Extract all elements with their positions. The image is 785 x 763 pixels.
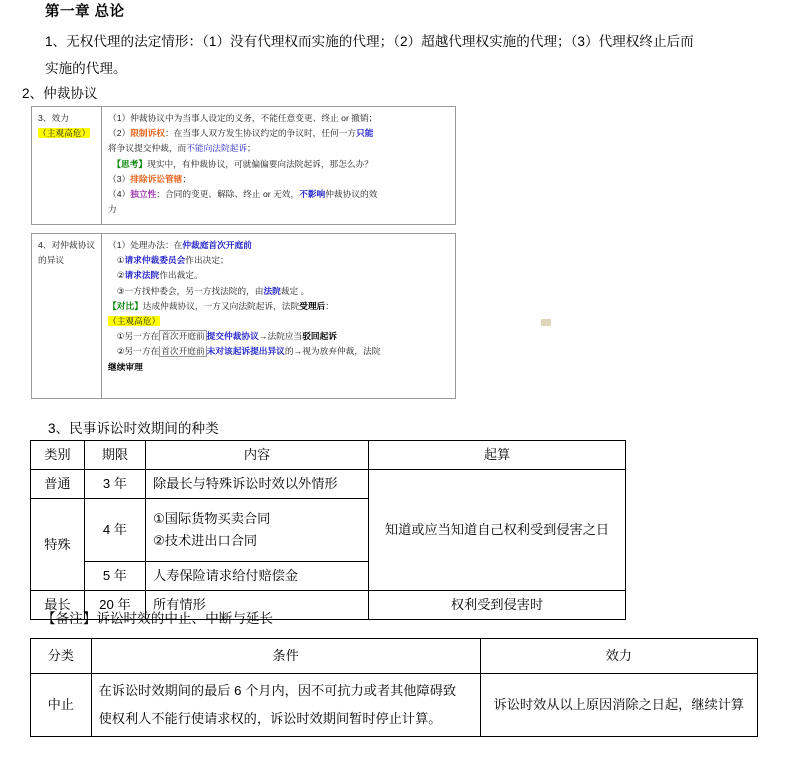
imgblock2-line-7	[108, 329, 450, 344]
imgblock1-line-7-seg-1: 力	[108, 204, 117, 215]
cell-type-putong: 普通	[31, 470, 85, 499]
table-row	[31, 470, 626, 499]
imgblock2-line-1-seg-1: （1）处理办法：在	[108, 240, 183, 250]
imgblock1-line-4-seg-3: 现实中，有仲裁协议，可就偏偏要向法院起诉，那怎么办？	[147, 158, 373, 169]
condition-line-1: 在诉讼时效期间的最后 6 个月内，因不可抗力或者其他障碍致	[98, 683, 457, 698]
cell-effect-zhongzhi: 诉讼时效从以上原因消除之日起，继续计算	[480, 674, 757, 737]
imgblock1-line-3-seg-3: ；	[247, 143, 256, 154]
imgblock1-line-4-seg-1	[108, 159, 117, 169]
imgblock2-content-cell	[102, 234, 455, 398]
imgblock2-line-8-seg-2: 首次开庭前	[161, 346, 205, 357]
imgblock2-line-2	[108, 253, 450, 268]
cell-content-suoyou: 所有情形	[145, 591, 368, 620]
imgblock2-line-2-seg-2: 请求仲裁委员会	[124, 255, 186, 266]
cell-content-renshou: 人寿保险请求给付赔偿金	[145, 562, 368, 591]
imgblock1-line-4-seg-2: 【思考】	[116, 158, 148, 169]
highlight-zhuguan-gaowei-1: （主观高危）	[38, 128, 91, 139]
paragraph-zhongcai-xieyi: 2、仲裁协议	[22, 86, 98, 101]
imgblock2-line-2-seg-1: ①	[108, 255, 125, 266]
content-line-1: ①国际货物买卖合同	[152, 511, 271, 526]
imgblock2-line-7-seg-5: 驳回起诉	[302, 331, 337, 342]
imgblock2-line-6-seg-1: （主观高危）	[108, 316, 161, 327]
cell-term-3y: 3 年	[84, 470, 145, 499]
header-term: 期限	[84, 441, 145, 470]
imgblock1-left-line1: 3、效力	[38, 113, 69, 123]
imgblock2-line-7-seg-1: ①另一方在	[108, 331, 160, 342]
cell-term-4y: 4 年	[84, 499, 145, 562]
imgblock1-left-cell	[32, 107, 102, 224]
imgblock2-line-7-seg-4: →法院应当	[258, 331, 303, 342]
imgblock1-line-2-seg-1: （2）	[108, 128, 131, 139]
imgblock2-line-5-seg-3: 受理后	[299, 300, 326, 311]
imgblock2-left-line2: 的异议	[38, 255, 65, 266]
imgblock1-line-3	[108, 141, 450, 156]
imgblock2-line-5	[108, 299, 450, 314]
imgblock1-line-6-seg-2: 独立性	[130, 189, 157, 200]
imgblock1-line-5	[108, 172, 450, 187]
imgblock2-left-line1: 4、对仲裁协议	[38, 240, 95, 250]
imgblock2-line-9-seg-1: 继续审理	[108, 361, 143, 372]
page-title: 第一章 总论	[45, 4, 125, 20]
imgblock2-line-4-seg-2: 法院	[263, 285, 281, 296]
imgblock1-line-5-seg-1: （3）	[108, 173, 131, 184]
cell-type-zuichang: 最长	[31, 591, 85, 620]
imgblock2-line-9	[108, 360, 450, 375]
imgblock2-line-3-seg-2: 请求法院	[124, 270, 160, 281]
cell-content-putong: 除最长与特殊诉讼时效以外情形	[145, 470, 368, 499]
imgblock1-line-6	[108, 187, 450, 202]
scan-artifact-mark	[541, 319, 551, 326]
imgblock1-line-3-seg-1: 将争议提交仲裁，而	[108, 143, 187, 154]
header-effect: 效力	[480, 639, 757, 674]
imgblock2-line-3-seg-1: ②	[108, 270, 125, 281]
table-suspension-interruption	[30, 638, 758, 737]
imgblock1-line-1	[108, 111, 450, 126]
cell-term-5y: 5 年	[84, 562, 145, 591]
imgblock2-line-4-seg-1: ③一方找仲委会，另一方找法院的，由	[108, 285, 264, 296]
paragraph-line-1: 1、无权代理的法定情形：（1）没有代理权而实施的代理；（2）超越代理权实施的代理；（3）代理权终止后而	[45, 34, 694, 49]
imgblock2-line-1-seg-2: 仲裁庭首次开庭前	[182, 240, 252, 250]
imgblock2-line-5-seg-1: 【对比】	[108, 300, 143, 311]
imgblock1-line-5-seg-2: 排除诉讼管辖	[130, 173, 183, 184]
imgblock1-line-5-seg-3: ；	[182, 173, 192, 184]
table-limitation-periods	[30, 440, 626, 620]
imgblock2-line-8-seg-1: ②另一方在	[108, 346, 160, 357]
imgblock1-line-2-seg-2: 限制诉权	[130, 128, 165, 139]
table-header-row	[31, 441, 626, 470]
cell-category-zhongzhi: 中止	[31, 674, 92, 737]
imgblock2-line-8-seg-4: 的→视为放弃仲裁，法院	[284, 346, 381, 357]
imgblock2-line-4-seg-3: 裁定 。	[280, 285, 310, 296]
cell-condition-zhongzhi	[91, 674, 480, 737]
imgblock1-left-line2	[38, 126, 97, 141]
imgblock1-line-6-seg-3: ：合同的变更、解除、终止 or 无效，	[156, 189, 300, 200]
header-category: 分类	[31, 639, 92, 674]
cell-start-quanli: 权利受到侵害时	[369, 591, 626, 620]
imgblock1-line-7	[108, 202, 450, 217]
content-line-2: ②技术进出口合同	[152, 533, 258, 548]
cell-term-20y: 20 年	[84, 591, 145, 620]
cell-type-teshu: 特殊	[31, 499, 85, 591]
imgblock2-line-1	[108, 238, 450, 253]
imgblock2-line-5-seg-4: ：	[325, 300, 334, 311]
imgblock1-line-6-seg-1: （4）	[108, 189, 131, 200]
imgblock2-line-7-seg-3: 提交仲裁协议	[206, 331, 259, 342]
imgblock2-line-8	[108, 344, 450, 359]
header-content: 内容	[145, 441, 368, 470]
imgblock2-line-8-seg-3: 未对该起诉提出异议	[206, 346, 285, 357]
table-header-row	[31, 639, 758, 674]
imgblock1-line-2-seg-3: ：在当事人双方发生协议约定的争议时，任何一方	[164, 128, 357, 139]
imgblock1-content-cell	[102, 107, 455, 224]
imgblock2-line-4	[108, 284, 450, 299]
imgblock2-line-6	[108, 314, 450, 329]
imgblock1-line-2	[108, 126, 450, 141]
imgblock2-line-5-seg-2: 达成仲裁协议，一方又向法院起诉，法院	[142, 300, 300, 311]
imgblock2-line-3	[108, 268, 450, 283]
paragraph-wuquan-daili	[45, 28, 778, 82]
paragraph-line-2: 实施的代理。	[45, 61, 127, 76]
cell-start-zhidao: 知道或应当知道自己权利受到侵害之日	[369, 470, 626, 591]
condition-line-2: 使权利人不能行使请求权的，诉讼时效期间暂时停止计算。	[98, 711, 442, 726]
embedded-image-xiaoli	[31, 106, 456, 225]
imgblock2-line-2-seg-3: 作出决定；	[185, 255, 229, 266]
imgblock2-line-3-seg-3: 作出裁定。	[159, 270, 203, 281]
header-type: 类别	[31, 441, 85, 470]
header-start: 起算	[369, 441, 626, 470]
imgblock2-line-7-seg-2: 首次开庭前	[161, 331, 205, 342]
imgblock1-line-4	[108, 157, 450, 172]
imgblock1-line-3-seg-2: 不能向法院起诉	[186, 143, 247, 154]
imgblock2-left-cell	[32, 234, 102, 398]
imgblock1-line-2-seg-4: 只能	[356, 128, 374, 139]
section-heading-limitation: 3、民事诉讼时效期间的种类	[48, 421, 219, 436]
imgblock1-line-6-seg-4: 不影响	[299, 189, 326, 200]
embedded-image-yiyi	[31, 233, 456, 399]
imgblock1-line-1-seg-1: （1）仲裁协议中为当事人设定的义务，不能任意变更、终止 or 撤销；	[108, 113, 378, 123]
section-heading-note: 【备注】诉讼时效的中止、中断与延长	[42, 611, 274, 626]
cell-content-teshu	[145, 499, 368, 562]
header-condition: 条件	[91, 639, 480, 674]
imgblock1-line-6-seg-5: 仲裁协议的效	[325, 189, 378, 200]
table-row	[31, 674, 758, 737]
